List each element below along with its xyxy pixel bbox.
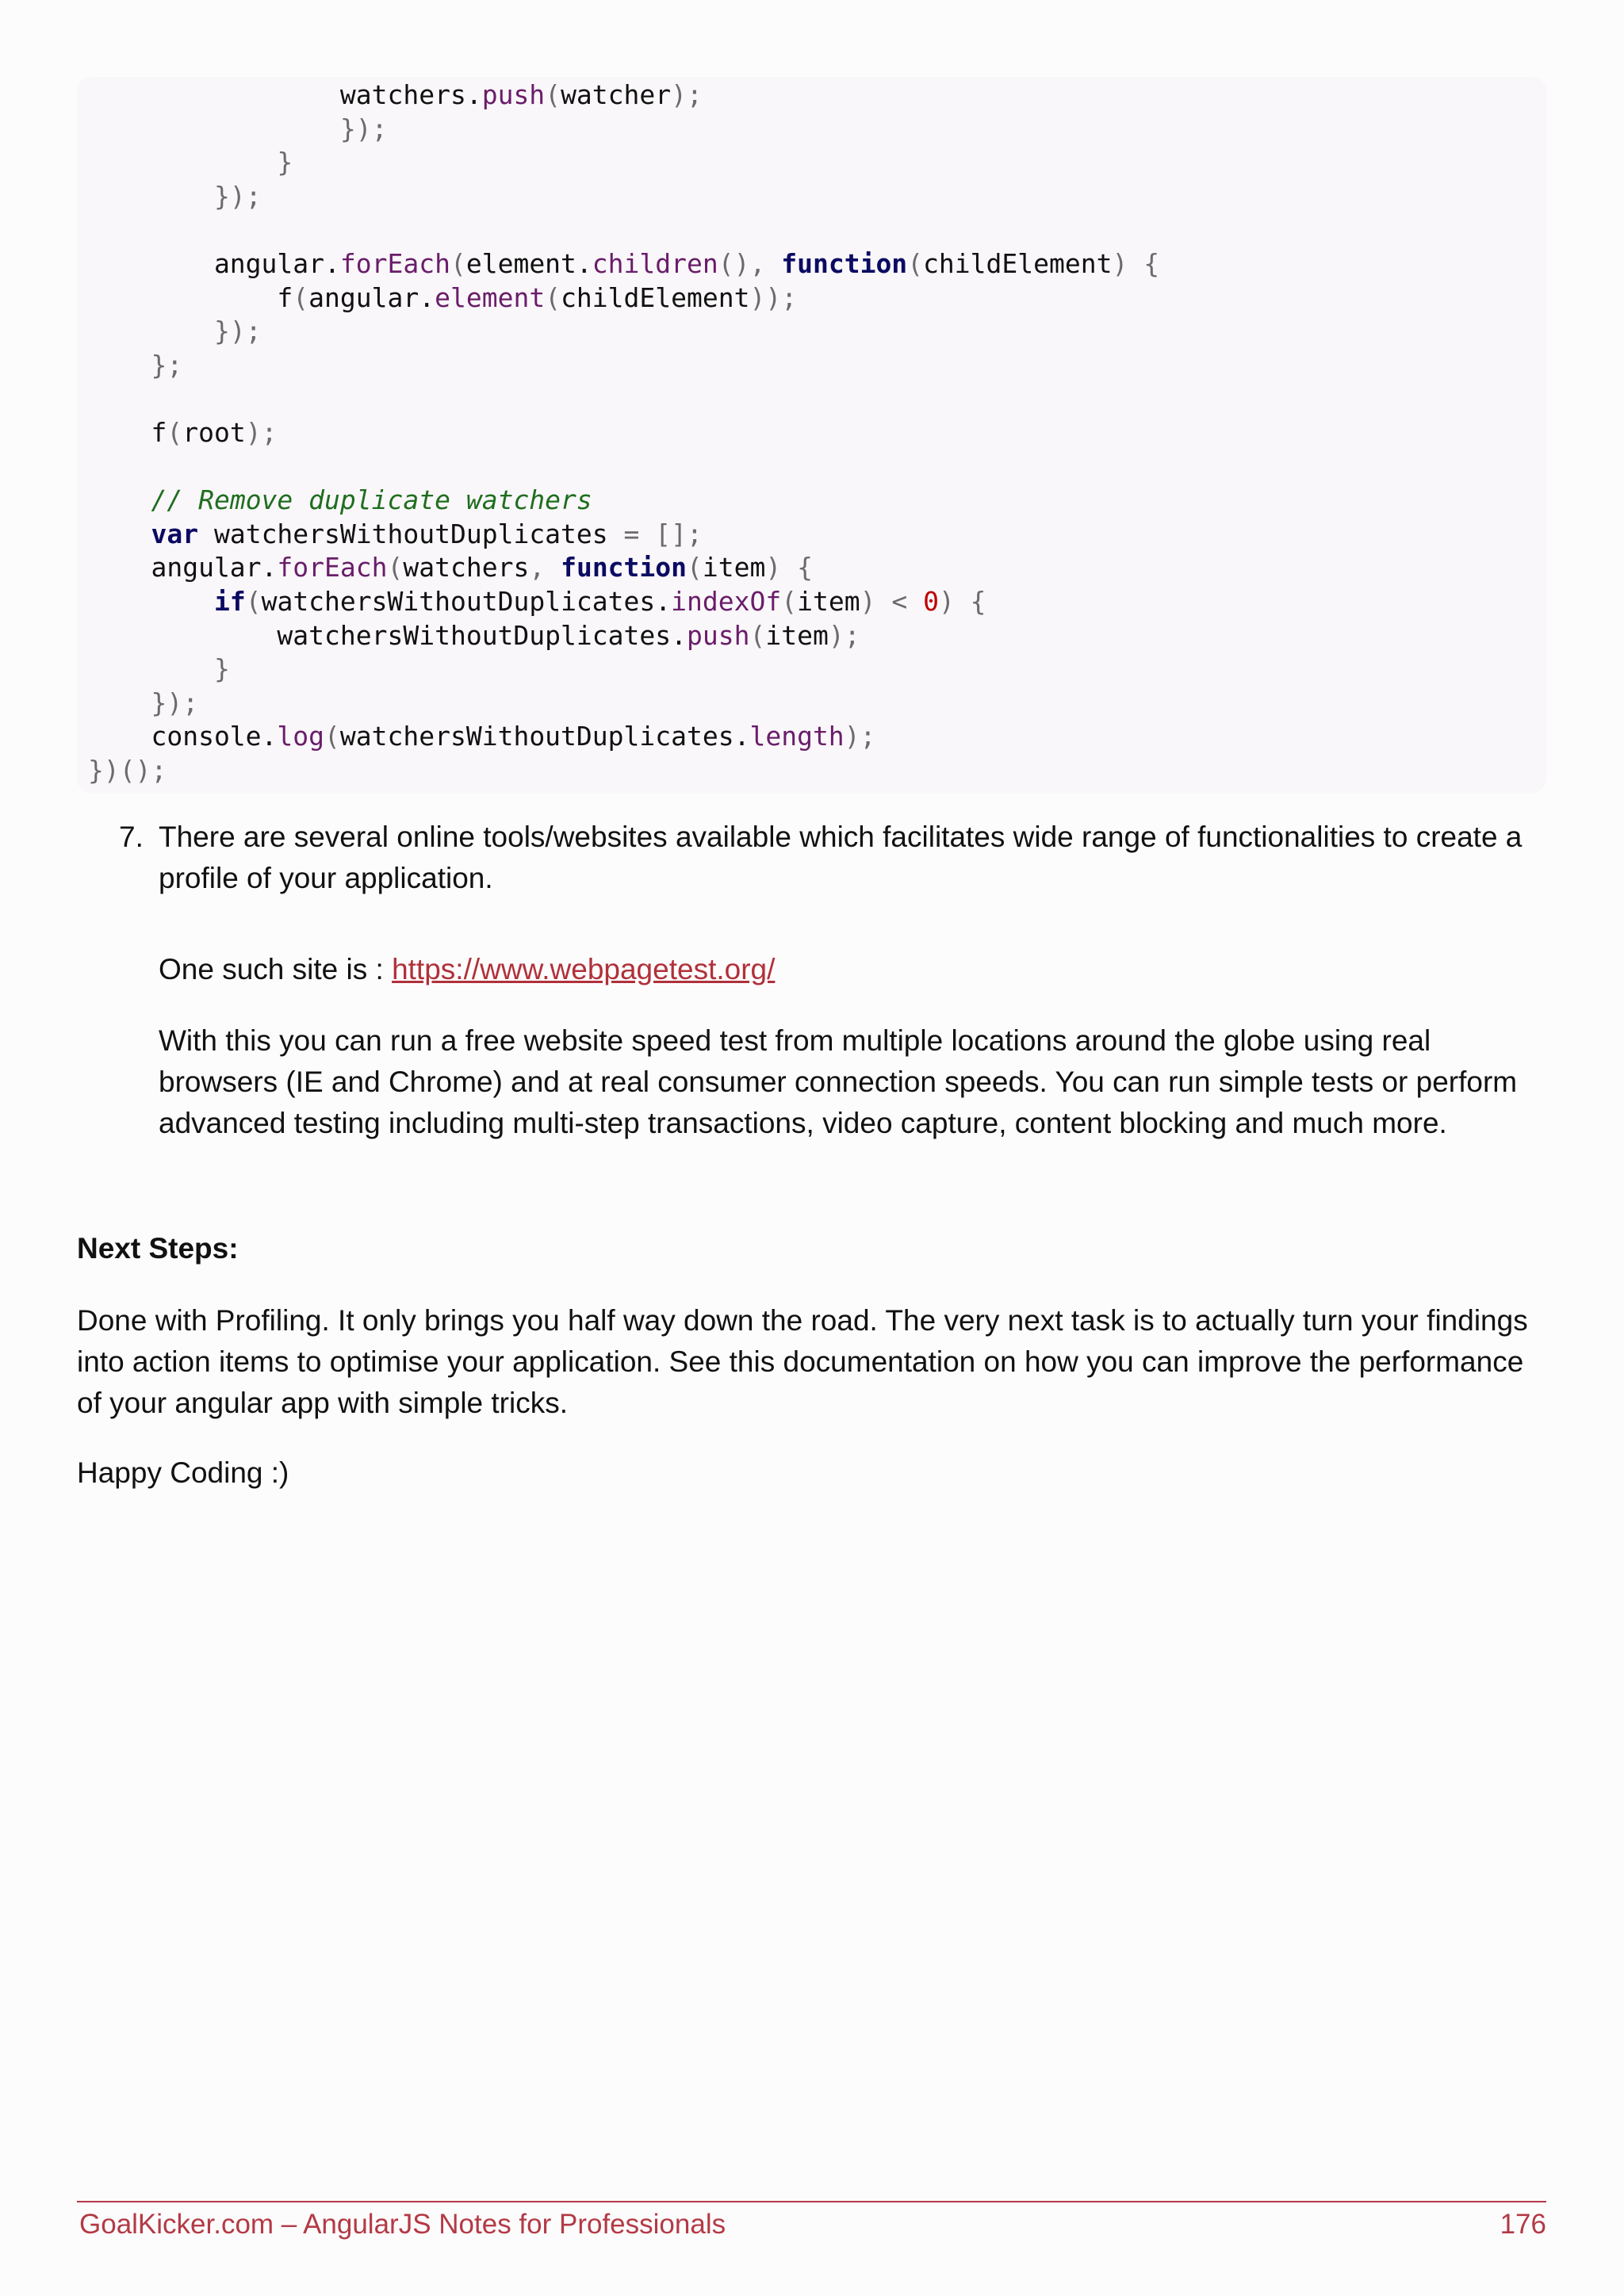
code-token: } — [213, 653, 230, 685]
code-token: item — [702, 552, 766, 584]
code-token: if — [213, 585, 246, 617]
code-token: }); — [213, 180, 262, 212]
code-token: = []; — [623, 518, 703, 549]
code-token: } — [277, 147, 293, 178]
code-token — [88, 181, 214, 212]
code-token: , — [529, 552, 561, 584]
code-line — [77, 720, 1546, 754]
code-token — [88, 519, 151, 549]
signoff-text: Happy Coding :) — [77, 1456, 289, 1489]
site-prefix: One such site is : — [159, 953, 393, 985]
code-line — [77, 113, 1546, 147]
code-token — [88, 316, 214, 346]
code-token: length — [749, 721, 845, 752]
code-token: watcher — [561, 79, 672, 110]
code-token: ( — [781, 585, 798, 617]
code-token: var — [151, 518, 199, 549]
code-token: function — [781, 247, 908, 279]
code-line — [77, 180, 1546, 214]
code-token: ( — [907, 247, 924, 279]
code-token: )); — [749, 281, 798, 313]
footer-title: GoalKicker.com – AngularJS Notes for Professionals — [79, 2209, 726, 2240]
site-description: With this you can run a free website speed test from multiple locations around the globe using real browsers (IE and Chrome) and at real consumer connection speeds. You can run simple tests or perform advanced testing including multi-step transactions, video capture, content blocking and much more. — [159, 1024, 1518, 1139]
code-line — [77, 247, 1546, 281]
code-token: ( — [749, 619, 766, 651]
code-token: angular. — [88, 552, 278, 584]
code-token: ) { — [938, 585, 986, 617]
code-line — [77, 349, 1546, 383]
code-token: root — [182, 416, 246, 448]
code-token — [88, 586, 214, 617]
code-token: (), — [718, 247, 782, 279]
code-token: watchersWithoutDuplicates. — [261, 585, 672, 617]
webpagetest-link[interactable]: https://www.webpagetest.org/ — [392, 953, 776, 985]
code-token: })(); — [88, 754, 167, 786]
code-token: }); — [151, 687, 199, 718]
code-token: push — [481, 79, 546, 110]
code-line — [77, 213, 1546, 247]
code-token — [88, 113, 340, 144]
list-item-number: 7. — [119, 821, 144, 853]
code-token: ) { — [765, 552, 813, 584]
code-token — [88, 147, 277, 178]
code-token: watchers — [403, 552, 530, 584]
code-token: angular. — [88, 247, 340, 279]
code-line — [77, 281, 1546, 316]
code-token: ); — [671, 79, 703, 110]
code-token: item — [797, 585, 860, 617]
code-token: childElement — [561, 281, 750, 313]
code-token: watchers. — [88, 79, 482, 110]
code-token: ); — [828, 619, 860, 651]
code-token: }); — [339, 113, 388, 144]
code-line — [77, 484, 1546, 518]
code-token — [88, 653, 214, 684]
code-block — [77, 77, 1546, 793]
code-token: }; — [151, 349, 183, 381]
code-token: }); — [213, 316, 262, 347]
code-token: ( — [167, 416, 183, 448]
code-token: ); — [245, 416, 278, 448]
code-line — [77, 551, 1546, 585]
code-token: // Remove duplicate watchers — [151, 484, 592, 516]
code-line — [77, 687, 1546, 721]
site-line — [159, 949, 775, 990]
code-token: watchersWithoutDuplicates. — [339, 721, 750, 752]
code-token: f — [88, 416, 167, 448]
code-token: forEach — [277, 552, 388, 584]
code-line — [77, 315, 1546, 349]
code-token — [88, 350, 151, 381]
code-token: item — [765, 619, 829, 651]
code-token: ( — [450, 247, 466, 279]
list-item-text: There are several online tools/websites available which facilitates wide range of functionalities to create a profile of your application. — [159, 821, 1522, 894]
code-token: element. — [465, 247, 592, 279]
code-token: ) < — [860, 585, 924, 617]
code-token: 0 — [923, 585, 939, 617]
code-token: ( — [293, 281, 309, 313]
code-token: children — [592, 247, 718, 279]
code-token: log — [277, 721, 325, 752]
code-token: ( — [545, 281, 561, 313]
code-token: function — [561, 552, 688, 584]
code-line — [77, 146, 1546, 180]
code-token: ( — [687, 552, 703, 584]
code-token: childElement — [923, 247, 1113, 279]
footer-divider — [77, 2201, 1546, 2202]
code-token: indexOf — [671, 585, 782, 617]
code-token: forEach — [339, 247, 450, 279]
code-line — [77, 754, 1546, 788]
code-token: ( — [324, 721, 340, 752]
code-line — [77, 518, 1546, 552]
code-line — [77, 450, 1546, 484]
code-line — [77, 652, 1546, 687]
code-token: watchersWithoutDuplicates. — [88, 619, 687, 651]
code-token: ); — [844, 721, 876, 752]
code-line — [77, 585, 1546, 619]
code-token: watchersWithoutDuplicates — [198, 518, 624, 549]
code-line — [77, 416, 1546, 450]
code-token: console. — [88, 721, 278, 752]
next-steps-heading: Next Steps: — [77, 1232, 239, 1265]
code-line — [77, 619, 1546, 653]
code-token: ( — [387, 552, 404, 584]
code-token — [88, 484, 151, 515]
next-steps-body: Done with Profiling. It only brings you half way down the road. The very next task is to actually turn your findings into action items to optimise your application. See this documentation on how you can improve the performance of your angular app with simple tricks. — [77, 1304, 1528, 1419]
code-token — [88, 687, 151, 718]
page-number: 176 — [1500, 2209, 1546, 2240]
code-token: ( — [545, 79, 561, 110]
code-token: element — [435, 281, 546, 313]
code-line — [77, 382, 1546, 416]
code-token: f — [88, 281, 293, 313]
code-line — [77, 78, 1546, 113]
code-token: ( — [245, 585, 262, 617]
code-token: ) { — [1112, 247, 1160, 279]
code-token: angular. — [308, 281, 435, 313]
code-token: push — [686, 619, 750, 651]
